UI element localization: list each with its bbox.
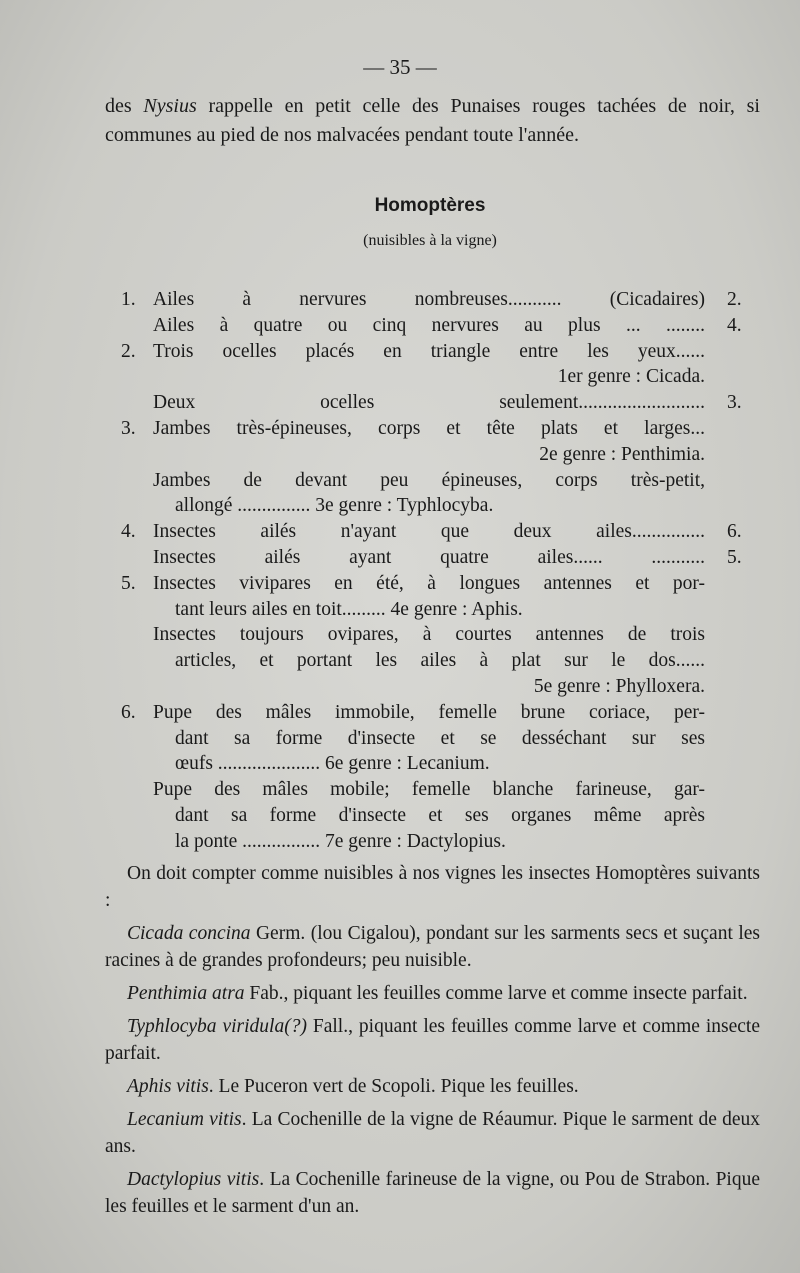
species-name: Typhlocyba viridula(?)	[127, 1016, 307, 1037]
section-title: Homoptères	[374, 195, 486, 216]
key-line	[105, 416, 705, 442]
key-text: Jambes de devant peu épineuses, corps très-petit,	[153, 469, 705, 491]
intro-after: rappelle en petit celle des Punaises rouges tachées de noir, si communes au pied de nos malvacées pendant toute l'année.	[105, 95, 760, 146]
key-text: tant leurs ailes en toit......... 4e genre : Aphis.	[175, 598, 523, 620]
key-text: 5e genre : Phylloxera.	[533, 675, 705, 697]
key-line	[105, 751, 705, 777]
key-number: 4.	[121, 521, 136, 543]
key-text: la ponte ................ 7e genre : Dactylopius.	[175, 830, 506, 852]
key-text: Trois ocelles placés en triangle entre les yeux......	[153, 340, 705, 362]
intro-before: des	[105, 95, 144, 117]
page-number: — 35 —	[363, 55, 437, 79]
key-line	[105, 571, 705, 597]
key-number: 5.	[121, 572, 136, 594]
species-description: Fall., piquant les feuilles comme larve et comme insecte parfait.	[105, 1016, 760, 1064]
species-entry	[105, 980, 760, 1007]
key-text: Insectes ailés ayant quatre ailes...... ...........	[153, 546, 705, 568]
key-text: Insectes vivipares en été, à longues antennes et por-	[153, 572, 705, 594]
key-line	[105, 674, 705, 700]
species-entry	[105, 1013, 760, 1067]
key-line	[105, 390, 742, 416]
species-description: Fab., piquant les feuilles comme larve et comme insecte parfait.	[244, 983, 748, 1004]
key-text: Pupe des mâles immobile, femelle brune coriace, per-	[153, 701, 705, 723]
key-lead: 4.	[727, 314, 742, 336]
key-line	[105, 545, 742, 571]
key-text: dant sa forme d'insecte et ses organes même après	[175, 804, 705, 826]
key-text: Pupe des mâles mobile; femelle blanche farineuse, gar-	[153, 779, 705, 801]
key-line	[105, 287, 742, 313]
species-entry	[105, 920, 760, 974]
key-text: Deux ocelles seulement..........................	[153, 392, 705, 414]
key-line	[105, 829, 705, 855]
species-entry	[105, 1166, 760, 1220]
key-text: Ailes à nervures nombreuses........... (Cicadaires)	[153, 289, 705, 310]
key-line	[105, 726, 705, 752]
key-text: Insectes toujours ovipares, à courtes antennes de trois	[153, 624, 705, 646]
key-number: 6.	[121, 701, 136, 723]
intro-paragraph	[105, 92, 760, 150]
key-lead: 5.	[727, 546, 742, 568]
key-line	[105, 597, 705, 623]
intro-genus: Nysius	[143, 95, 197, 117]
key-number: 2.	[121, 340, 136, 362]
key-text: dant sa forme d'insecte et se desséchant sur ses	[175, 727, 705, 749]
key-text: Insectes ailés n'ayant que deux ailes...............	[153, 521, 705, 543]
key-text: Ailes à quatre ou cinq nervures au plus ... ........	[153, 314, 705, 336]
key-number: 3.	[121, 417, 136, 439]
key-line	[105, 339, 705, 365]
key-text: 2e genre : Penthimia.	[539, 443, 705, 465]
species-name: Aphis vitis	[127, 1076, 209, 1097]
species-name: Cicada concina	[127, 923, 251, 944]
species-name: Dactylopius vitis	[127, 1169, 260, 1190]
key-lead: 3.	[727, 392, 742, 414]
key-text: œufs ..................... 6e genre : Lecanium.	[175, 753, 490, 775]
key-number: 1.	[121, 289, 136, 310]
species-list	[105, 860, 760, 1226]
section-subtitle: (nuisibles à la vigne)	[363, 232, 497, 249]
species-entry	[105, 1073, 760, 1100]
key-text: Jambes très-épineuses, corps et tête plats et larges...	[153, 417, 705, 439]
species-description: . La Cochenille de la vigne de Réaumur. Pique le sarment de deux ans.	[105, 1109, 760, 1157]
key-line	[105, 313, 742, 339]
key-text: articles, et portant les ailes à plat sur le dos......	[175, 650, 705, 672]
key-line	[105, 700, 705, 726]
key-line	[105, 648, 705, 674]
key-line	[105, 622, 705, 648]
key-line	[105, 468, 705, 494]
key-lead: 6.	[727, 521, 742, 543]
species-description: . La Cochenille farineuse de la vigne, ou Pou de Strabon. Pique les feuilles et le sarment d'un an.	[105, 1169, 760, 1217]
species-entry	[105, 1106, 760, 1160]
key-line	[105, 493, 705, 519]
key-line	[105, 364, 705, 390]
species-name: Penthimia atra	[127, 983, 245, 1004]
key-line	[105, 442, 705, 468]
key-line	[105, 519, 742, 545]
key-line	[105, 777, 705, 803]
key-lead: 2.	[727, 289, 742, 310]
key-text: allongé ............... 3e genre : Typhlocyba.	[175, 495, 494, 517]
species-name: Lecanium vitis	[127, 1109, 242, 1130]
key-text: 1er genre : Cicada.	[557, 366, 705, 388]
species-description: . Le Puceron vert de Scopoli. Pique les feuilles.	[208, 1076, 579, 1097]
key-line	[105, 803, 705, 829]
closing-paragraph: On doit compter comme nuisibles à nos vignes les insectes Homoptères suivants :	[105, 863, 760, 911]
identification-key	[105, 287, 742, 855]
species-description: Germ. (lou Cigalou), pondant sur les sarments secs et suçant les racines à de grandes profondeurs; peu nuisible.	[105, 923, 760, 971]
